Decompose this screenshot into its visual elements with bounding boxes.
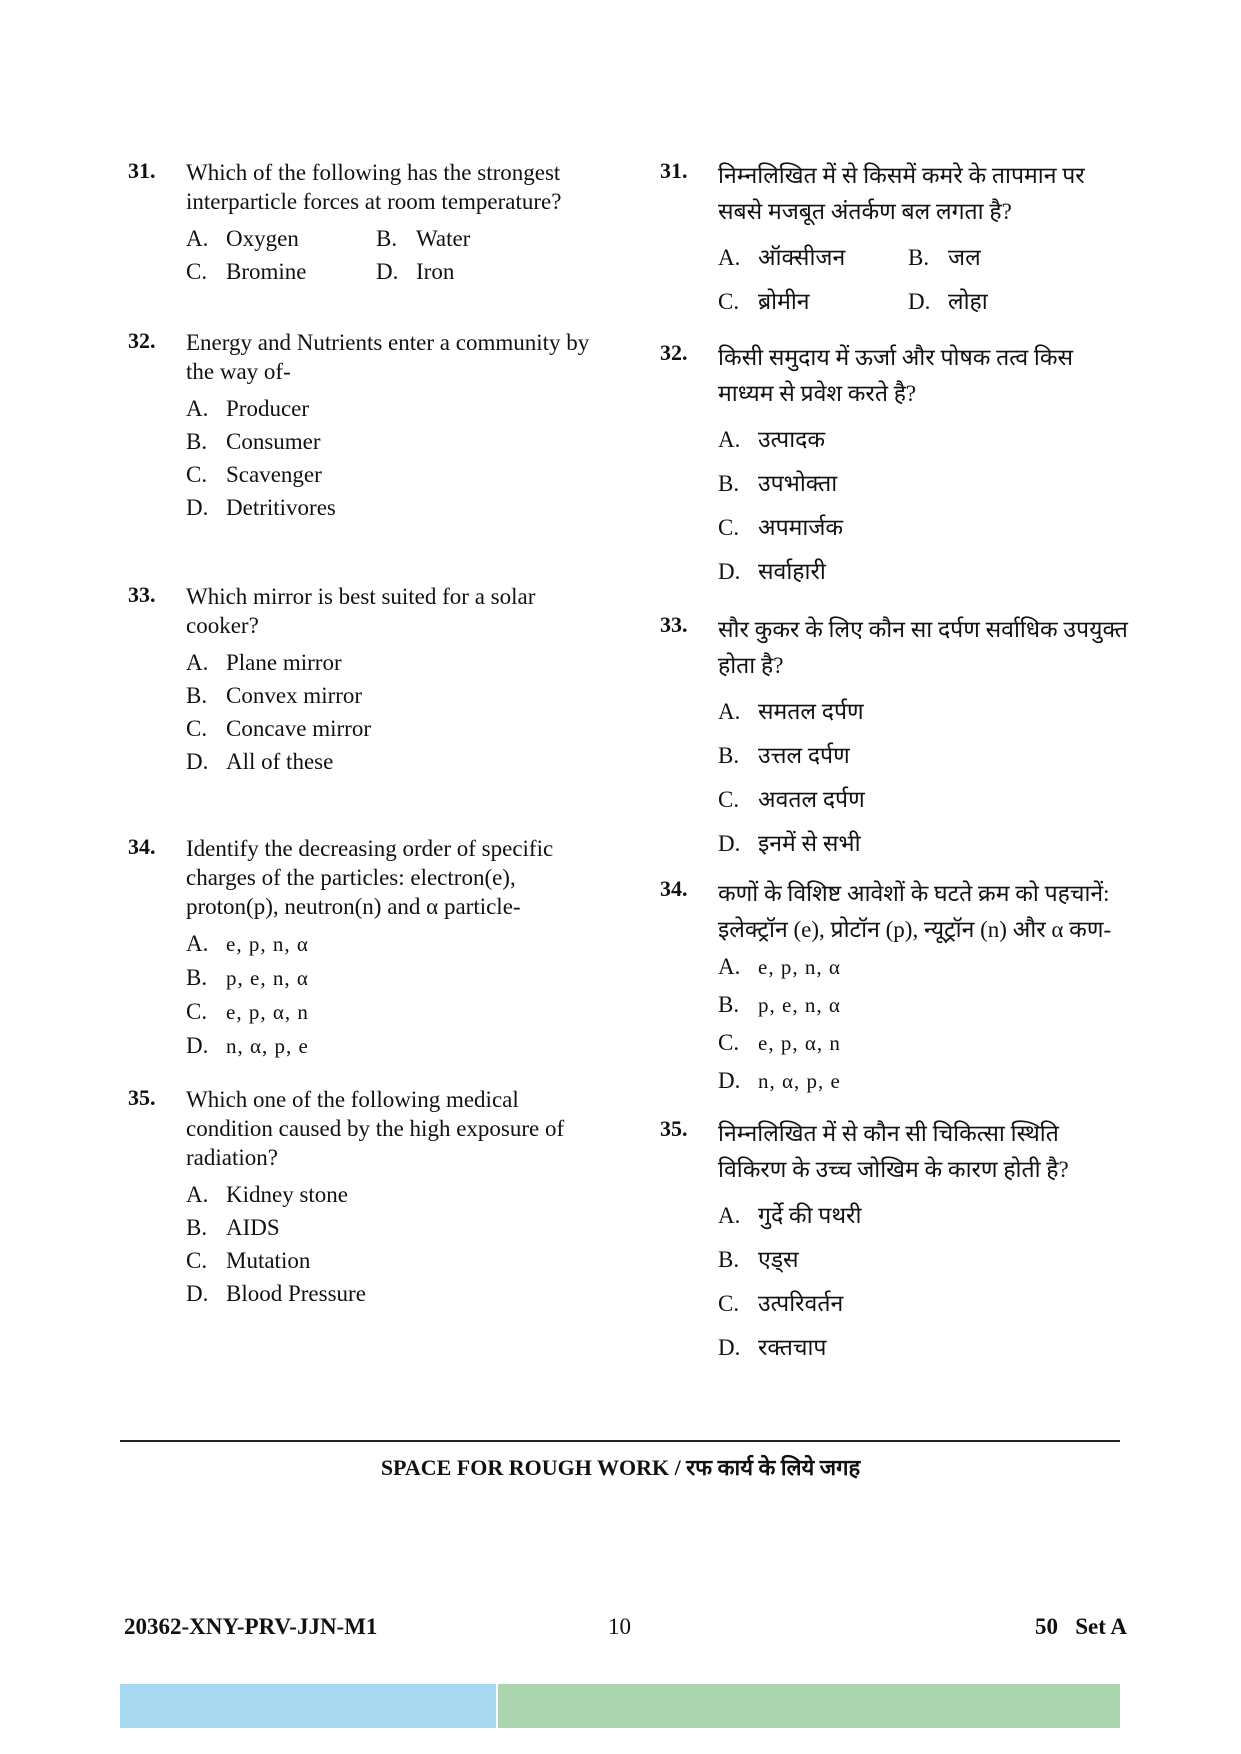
option-c: C. e, p, α, n [186, 999, 309, 1024]
option-c: C. उत्परिवर्तन [718, 1291, 844, 1316]
question-34-en [128, 834, 608, 1063]
question-34-hi [660, 876, 1130, 1100]
option-a: A. ऑक्सीजन [718, 245, 846, 270]
option-a: A. Oxygen [186, 226, 299, 251]
option-b: B. जल [908, 245, 981, 270]
option-a: A. उत्पादक [718, 427, 826, 452]
rough-work-heading: SPACE FOR ROUGH WORK / रफ कार्य के लिये जगह [380, 1455, 861, 1480]
question-31-hi [660, 158, 1130, 324]
question-33-hi [660, 612, 1130, 866]
question-text: Which mirror is best suited for a solar cooker? [186, 584, 536, 638]
english-column [128, 158, 608, 1310]
option-d: D. सर्वाहारी [718, 559, 826, 584]
option-c: C. Scavenger [186, 462, 322, 487]
question-number: 31. [660, 158, 688, 183]
option-c: C. Mutation [186, 1248, 311, 1273]
footer-bar-green [498, 1684, 1120, 1728]
page-number: 10 [608, 1614, 631, 1639]
option-c: C. अवतल दर्पण [718, 787, 865, 812]
option-d: D. Detritivores [186, 495, 336, 520]
question-35-hi [660, 1116, 1130, 1370]
option-a: A. Kidney stone [186, 1182, 349, 1207]
question-number: 34. [660, 876, 688, 901]
option-d: D. Iron [376, 259, 455, 284]
question-text: Which one of the following medical condition caused by the high exposure of radiation? [186, 1087, 565, 1170]
footer-bar-blue [120, 1684, 496, 1728]
option-d: D. इनमें से सभी [718, 831, 861, 856]
option-a: A. Producer [186, 396, 310, 421]
set-label: 50 Set A [1035, 1614, 1127, 1639]
question-number: 34. [128, 834, 156, 859]
question-text: किसी समुदाय में ऊर्जा और पोषक तत्व किस माध्यम से प्रवेश करते है? [718, 345, 1074, 406]
question-number: 35. [660, 1116, 688, 1141]
option-c: C. Bromine [186, 259, 307, 284]
question-number: 32. [128, 328, 156, 353]
option-a: A. Plane mirror [186, 650, 342, 675]
question-35-en [128, 1085, 608, 1310]
option-d: D. n, α, p, e [718, 1068, 841, 1093]
option-a: A. e, p, n, α [186, 931, 309, 956]
option-d: D. लोहा [908, 289, 988, 314]
question-number: 32. [660, 340, 688, 365]
option-d: D. Blood Pressure [186, 1281, 366, 1306]
hindi-column [660, 158, 1130, 1370]
question-text: Identify the decreasing order of specific charges of the particles: electron(e), proton(p), neutron(n) and α particle- [186, 836, 554, 919]
option-b: B. एड्स [718, 1247, 799, 1272]
option-b: B. Convex mirror [186, 683, 363, 708]
option-c: C. अपमार्जक [718, 515, 844, 540]
option-d: D. n, α, p, e [186, 1033, 309, 1058]
question-text: निम्नलिखित में से कौन सी चिकित्सा स्थिति विकिरण के उच्च जोखिम के कारण होती है? [718, 1121, 1069, 1182]
question-text: सौर कुकर के लिए कौन सा दर्पण सर्वाधिक उपयुक्त होता है? [718, 617, 1128, 678]
question-text: Energy and Nutrients enter a community by the way of- [186, 330, 590, 384]
option-c: C. Concave mirror [186, 716, 371, 741]
option-d: D. रक्तचाप [718, 1335, 827, 1360]
paper-code: 20362-XNY-PRV-JJN-M1 [124, 1614, 378, 1639]
question-number: 35. [128, 1085, 156, 1110]
question-number: 33. [128, 582, 156, 607]
option-d: D. All of these [186, 749, 334, 774]
option-c: C. e, p, α, n [718, 1030, 841, 1055]
question-32-hi [660, 340, 1130, 594]
option-a: A. समतल दर्पण [718, 699, 864, 724]
option-b: B. p, e, n, α [718, 992, 841, 1017]
option-a: A. गुर्दे की पथरी [718, 1203, 862, 1228]
option-c: C. ब्रोमीन [718, 289, 810, 314]
option-b: B. AIDS [186, 1215, 280, 1240]
question-32-en [128, 328, 608, 524]
question-number: 31. [128, 158, 156, 183]
question-number: 33. [660, 612, 688, 637]
question-text: निम्नलिखित में से किसमें कमरे के तापमान पर सबसे मजबूत अंतर्कण बल लगता है? [718, 163, 1085, 224]
rough-work-divider [120, 1440, 1120, 1442]
question-33-en [128, 582, 608, 778]
question-text: कणों के विशिष्ट आवेशों के घटते क्रम को पहचानें: इलेक्ट्रॉन (e), प्रोटॉन (p), न्यूट्रॉन (n) और α कण- [718, 881, 1112, 942]
option-b: B. p, e, n, α [186, 965, 309, 990]
question-31-en [128, 158, 608, 288]
option-b: B. उत्तल दर्पण [718, 743, 850, 768]
option-a: A. e, p, n, α [718, 954, 841, 979]
question-text: Which of the following has the strongest interparticle forces at room temperature? [186, 160, 562, 214]
option-b: B. Consumer [186, 429, 321, 454]
option-b: B. Water [376, 226, 471, 251]
option-b: B. उपभोक्ता [718, 471, 838, 496]
